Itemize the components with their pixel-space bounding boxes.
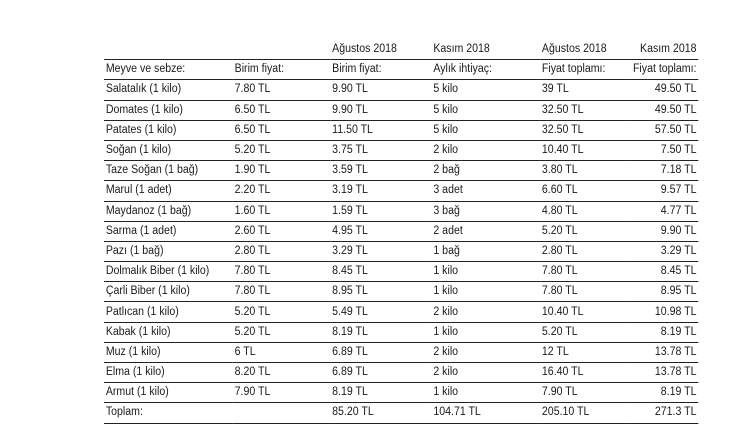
value-cell: 2 adet	[432, 221, 541, 241]
value-cell: 3.59 TL	[330, 161, 431, 181]
value-cell: 5.20 TL	[540, 322, 626, 342]
header-period-cell: Kasım 2018	[433, 43, 490, 56]
table-row	[104, 363, 698, 383]
header-period-cell: Ağustos 2018	[541, 43, 607, 56]
table-body	[104, 80, 698, 423]
value-cell: 8.19 TL	[330, 383, 431, 403]
value-cell: 1 kilo	[432, 262, 541, 282]
header-period-cell: Kasım 2018	[640, 43, 697, 56]
value-cell: 7.90 TL	[540, 383, 626, 403]
item-name-cell: Çarli Biber (1 kilo)	[104, 282, 233, 302]
value-cell: 6.50 TL	[233, 100, 331, 120]
table-row	[104, 282, 698, 302]
value-cell: 49.50 TL	[627, 80, 699, 100]
value-cell: 5.49 TL	[330, 302, 431, 322]
value-cell: 5.20 TL	[233, 302, 331, 322]
value-cell: 32.50 TL	[540, 100, 626, 120]
value-cell: 5 kilo	[432, 100, 541, 120]
value-cell: 8.95 TL	[330, 282, 431, 302]
column-header: Fiyat toplamı:	[627, 60, 699, 80]
value-cell: 10.40 TL	[540, 302, 626, 322]
total-value-cell: 104.71 TL	[432, 403, 541, 423]
value-cell: 7.80 TL	[540, 262, 626, 282]
item-name-cell: Domates (1 kilo)	[104, 100, 233, 120]
header-period-cell	[104, 40, 233, 60]
value-cell: 16.40 TL	[540, 363, 626, 383]
value-cell: 2.80 TL	[540, 241, 626, 261]
value-cell: 8.19 TL	[627, 383, 699, 403]
value-cell: 9.90 TL	[627, 221, 699, 241]
item-name-cell: Maydanoz (1 bağ)	[104, 201, 233, 221]
price-table	[104, 40, 698, 424]
value-cell: 2 kilo	[432, 342, 541, 362]
value-cell: 8.19 TL	[330, 322, 431, 342]
table-row	[104, 181, 698, 201]
item-name-cell: Salatalık (1 kilo)	[104, 80, 233, 100]
value-cell: 6.89 TL	[330, 342, 431, 362]
table-row	[104, 383, 698, 403]
column-header: Fiyat toplamı:	[540, 60, 626, 80]
value-cell: 8.95 TL	[627, 282, 699, 302]
value-cell: 3.29 TL	[330, 241, 431, 261]
value-cell: 7.80 TL	[233, 262, 331, 282]
value-cell: 32.50 TL	[540, 120, 626, 140]
value-cell: 6 TL	[233, 342, 331, 362]
value-cell: 39 TL	[540, 80, 626, 100]
total-value-cell: 85.20 TL	[330, 403, 431, 423]
value-cell: 9.90 TL	[330, 100, 431, 120]
table-row	[104, 262, 698, 282]
value-cell: 4.77 TL	[627, 201, 699, 221]
value-cell: 10.98 TL	[627, 302, 699, 322]
value-cell: 7.50 TL	[627, 140, 699, 160]
total-value-cell: 205.10 TL	[540, 403, 626, 423]
table-row	[104, 322, 698, 342]
value-cell: 7.18 TL	[627, 161, 699, 181]
value-cell: 9.90 TL	[330, 80, 431, 100]
value-cell: 3 adet	[432, 181, 541, 201]
table-row	[104, 80, 698, 100]
value-cell: 49.50 TL	[627, 100, 699, 120]
value-cell: 7.90 TL	[233, 383, 331, 403]
value-cell: 13.78 TL	[627, 363, 699, 383]
value-cell: 3.75 TL	[330, 140, 431, 160]
value-cell: 5.20 TL	[233, 140, 331, 160]
value-cell: 1.60 TL	[233, 201, 331, 221]
value-cell: 13.78 TL	[627, 342, 699, 362]
value-cell: 2.80 TL	[233, 241, 331, 261]
value-cell: 3.19 TL	[330, 181, 431, 201]
value-cell: 2.60 TL	[233, 221, 331, 241]
table-row	[104, 140, 698, 160]
value-cell: 8.20 TL	[233, 363, 331, 383]
header-period-row	[104, 40, 698, 60]
column-header: Aylık ihtiyaç:	[432, 60, 541, 80]
value-cell: 7.80 TL	[233, 80, 331, 100]
item-name-cell: Patlıcan (1 kilo)	[104, 302, 233, 322]
value-cell: 1.59 TL	[330, 201, 431, 221]
value-cell: 2 kilo	[432, 302, 541, 322]
value-cell: 6.60 TL	[540, 181, 626, 201]
table-row	[104, 120, 698, 140]
value-cell: 5.20 TL	[233, 322, 331, 342]
value-cell: 8.45 TL	[330, 262, 431, 282]
value-cell: 1 kilo	[432, 383, 541, 403]
value-cell: 2.20 TL	[233, 181, 331, 201]
value-cell: 9.57 TL	[627, 181, 699, 201]
table-row	[104, 161, 698, 181]
value-cell: 3 bağ	[432, 201, 541, 221]
value-cell: 3.80 TL	[540, 161, 626, 181]
value-cell: 2 kilo	[432, 363, 541, 383]
item-name-cell: Marul (1 adet)	[104, 181, 233, 201]
item-name-cell: Armut (1 kilo)	[104, 383, 233, 403]
value-cell: 1 kilo	[432, 322, 541, 342]
header-period-cell: Ağustos 2018	[332, 43, 397, 56]
value-cell: 4.95 TL	[330, 221, 431, 241]
item-name-cell: Dolmalık Biber (1 kilo)	[104, 262, 233, 282]
item-name-cell: Pazı (1 bağ)	[104, 241, 233, 261]
item-name-cell: Taze Soğan (1 bağ)	[104, 161, 233, 181]
value-cell: 57.50 TL	[627, 120, 699, 140]
table-row	[104, 342, 698, 362]
item-name-cell: Elma (1 kilo)	[104, 363, 233, 383]
table-row	[104, 302, 698, 322]
table-row	[104, 100, 698, 120]
value-cell: 5 kilo	[432, 120, 541, 140]
header-period-cell	[233, 40, 331, 60]
item-name-cell: Soğan (1 kilo)	[104, 140, 233, 160]
value-cell: 8.19 TL	[627, 322, 699, 342]
value-cell: 7.80 TL	[233, 282, 331, 302]
value-cell: 1 kilo	[432, 282, 541, 302]
table-row	[104, 221, 698, 241]
value-cell: 11.50 TL	[330, 120, 431, 140]
value-cell: 2 kilo	[432, 140, 541, 160]
total-label: Toplam:	[104, 403, 233, 423]
header-column-row	[104, 60, 698, 80]
value-cell: 6.50 TL	[233, 120, 331, 140]
total-value-cell: 271.3 TL	[627, 403, 699, 423]
value-cell: 1 bağ	[432, 241, 541, 261]
value-cell: 8.45 TL	[627, 262, 699, 282]
value-cell: 6.89 TL	[330, 363, 431, 383]
table-row	[104, 241, 698, 261]
value-cell: 3.29 TL	[627, 241, 699, 261]
item-name-cell: Kabak (1 kilo)	[104, 322, 233, 342]
value-cell: 2 bağ	[432, 161, 541, 181]
value-cell: 1.90 TL	[233, 161, 331, 181]
column-header: Birim fiyat:	[233, 60, 331, 80]
item-name-cell: Patates (1 kilo)	[104, 120, 233, 140]
item-name-cell: Sarma (1 adet)	[104, 221, 233, 241]
column-header: Meyve ve sebze:	[104, 60, 233, 80]
table-row	[104, 201, 698, 221]
value-cell: 7.80 TL	[540, 282, 626, 302]
item-name-cell: Muz (1 kilo)	[104, 342, 233, 362]
value-cell: 12 TL	[540, 342, 626, 362]
value-cell: 5 kilo	[432, 80, 541, 100]
value-cell: 10.40 TL	[540, 140, 626, 160]
column-header: Birim fiyat:	[330, 60, 431, 80]
value-cell: 5.20 TL	[540, 221, 626, 241]
value-cell: 4.80 TL	[540, 201, 626, 221]
